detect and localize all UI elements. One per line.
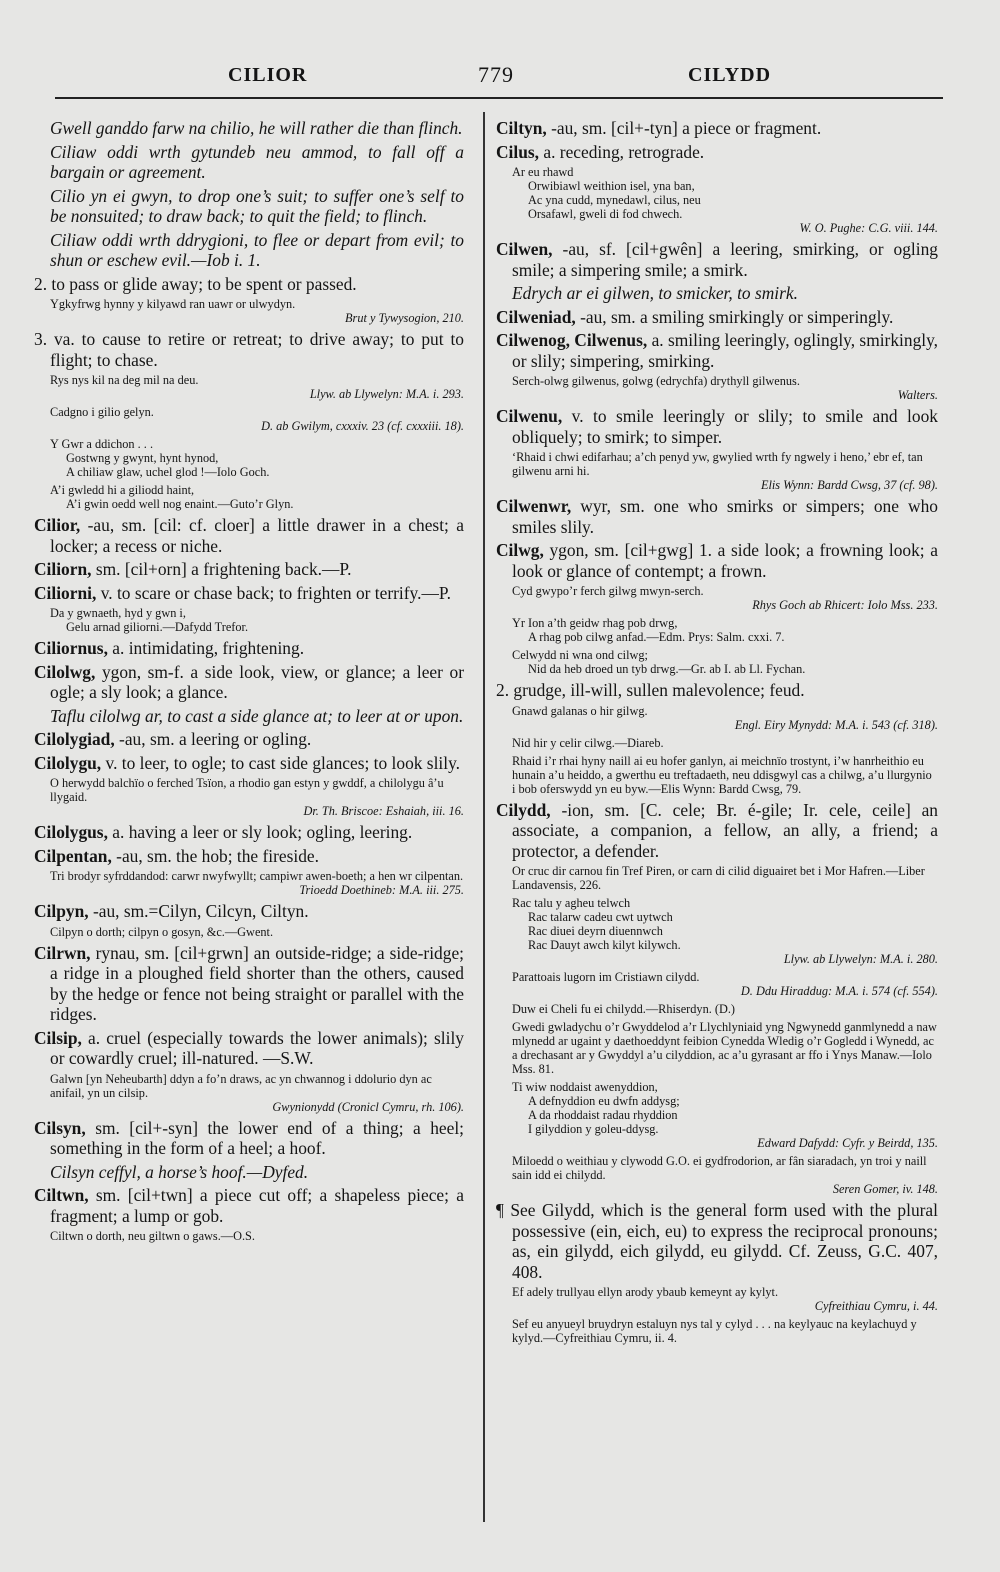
- citation-source: Trioedd Doethineb: M.A. iii. 275.: [299, 883, 464, 897]
- citation-source: Brut y Tywysogion, 210.: [345, 311, 464, 325]
- dictionary-entry: [34, 901, 464, 922]
- definition-text: Edrych ar ei gilwen, to smicker, to smirk.: [512, 283, 798, 303]
- quotation: [496, 584, 938, 612]
- definition-text: Taflu cilolwg ar, to cast a side glance at; to leer at or upon.: [50, 705, 464, 726]
- quotation-line: Sef eu anyueyl bruydryn estaluyn nys tal y cylyd . . . na keylyauc na keylachuyd y kylyd.—Cyfreithiau Cymru, ii. 4.: [512, 1317, 917, 1345]
- quotation-line: Galwn [yn Neheubarth] ddyn a fo’n draws, ac yn chwannog i ddolurio dyn ac anifail, yn un cilsip.: [50, 1071, 432, 1100]
- headword: Cilwenu,: [496, 406, 563, 426]
- definition-text: Cilsyn ceffyl, a horse’s hoof.—Dyfed.: [50, 1161, 309, 1182]
- definition-text: sm. [cil+twn] a piece cut off; a shapeless piece; a fragment; a lump or gob.: [50, 1185, 464, 1226]
- citation-source: Rhys Goch ab Rhicert: Iolo Mss. 233.: [752, 598, 938, 612]
- quotation-line: I gilyddion y goleu-ddysg.: [528, 1122, 659, 1136]
- dictionary-entry: [34, 662, 464, 703]
- quotation-line: Ar eu rhawd: [512, 165, 574, 179]
- headword: Cilrwn,: [34, 942, 91, 963]
- quotation: [496, 165, 938, 235]
- definition-text: wyr, sm. one who smirks or simpers; one who smiles slily.: [512, 496, 938, 537]
- definition-text: 2. to pass or glide away; to be spent or passed.: [34, 273, 357, 294]
- dictionary-entry: [34, 753, 464, 774]
- quotation: [496, 896, 938, 966]
- dictionary-entry: [34, 274, 464, 295]
- definition-text: -au, sf. [cil+gwên] a leering, smirking, or ogling smile; a simpering smile; a smirk.: [512, 239, 938, 280]
- headword: Cilolygu,: [34, 752, 102, 773]
- quotation-line: Ef adely trullyau ellyn arody ybaub kemeynt ay kylyt.: [512, 1285, 779, 1299]
- quotation-line: Cilpyn o dorth; cilpyn o gosyn, &c.—Gwent.: [50, 924, 274, 939]
- headword: Cilolwg,: [34, 661, 96, 682]
- quotation: [34, 925, 464, 939]
- dictionary-entry: [496, 496, 938, 537]
- definition-text: -au, sm.=Cilyn, Cilcyn, Ciltyn.: [92, 901, 309, 921]
- right-column: [496, 118, 938, 1349]
- definition-text: a. receding, retrograde.: [543, 141, 705, 162]
- quotation: [34, 869, 464, 897]
- usage-example: [34, 118, 464, 139]
- quotation: [34, 437, 464, 479]
- quotation-line: Parattoais lugorn im Cristiawn cilydd.: [512, 970, 700, 984]
- quotation: [496, 1080, 938, 1150]
- quotation-line: Ac yna cudd, mynedawl, cilus, neu: [528, 193, 701, 207]
- headword: Cilolygus,: [34, 822, 108, 842]
- dictionary-entry: [496, 307, 938, 328]
- definition-text: -ion, sm. [C. cele; Br. é-gile; Ir. cele, ceile] an associate, a companion, a fellow, an ally, a friend; a protector, a defender.: [512, 799, 939, 861]
- headword: Cilsyn,: [34, 1117, 86, 1138]
- headword: Cilior,: [34, 515, 81, 535]
- quotation-line: Cyd gwypo’r ferch gilwg mwyn-serch.: [512, 584, 704, 598]
- dictionary-entry: [496, 239, 938, 280]
- definition-text: 2. grudge, ill-will, sullen malevolence; feud.: [496, 680, 805, 700]
- headword: Ciliornus,: [34, 638, 108, 658]
- quotation: [34, 606, 464, 634]
- quotation: [34, 483, 464, 511]
- definition-text: Cilio yn ei gwyn, to drop one’s suit; to suffer one’s self to be nonsuited; to draw back; to quit the field; to flinch.: [50, 185, 464, 226]
- dictionary-entry: [34, 822, 464, 843]
- dictionary-entry: [496, 1200, 938, 1282]
- definition-text: Ciliaw oddi wrth ddrygioni, to flee or depart from evil; to shun or eschew evil.—Iob i. 1.: [50, 229, 464, 270]
- quotation: [34, 1229, 464, 1243]
- headword: Cilpyn,: [34, 901, 89, 921]
- page-number: 779: [478, 62, 514, 87]
- definition-text: a. cruel (especially towards the lower animals); slily or cowardly cruel; ill-natured. —S.W.: [50, 1027, 464, 1068]
- quotation-line: Yr Ion a’th geidw rhag pob drwg,: [512, 616, 678, 630]
- left-column: [34, 118, 464, 1247]
- citation-source: Llyw. ab Llywelyn: M.A. i. 293.: [309, 387, 464, 401]
- quotation-line: Rac Dauyt awch kilyt kilywch.: [528, 938, 681, 952]
- dictionary-entry: [34, 1118, 464, 1159]
- usage-example: [34, 186, 464, 227]
- quotation: [496, 970, 938, 998]
- quotation-line: Ygkyfrwg hynny y kilyawd ran uawr or ulwydyn.: [50, 297, 296, 311]
- quotation: [496, 1020, 938, 1076]
- dictionary-entry: [34, 1028, 464, 1069]
- quotation-line: Gostwng y gwynt, hynt hynod,: [66, 451, 219, 465]
- dictionary-entry: [34, 846, 464, 867]
- quotation-line: A chiliaw glaw, uchel glod !—Iolo Goch.: [66, 465, 270, 479]
- citation-source: Gwynionydd (Cronicl Cymru, rh. 106).: [272, 1099, 464, 1114]
- usage-example: [34, 142, 464, 183]
- usage-example: [34, 230, 464, 271]
- quotation-line: Gnawd galanas o hir gilwg.: [512, 703, 648, 718]
- definition-text: v. to scare or chase back; to frighten or terrify.—P.: [100, 582, 451, 603]
- quotation-line: Orwibiawl weithion isel, yna ban,: [528, 179, 695, 193]
- usage-example: [34, 706, 464, 727]
- dictionary-entry: [496, 540, 938, 581]
- headword: Cilwen,: [496, 239, 553, 259]
- running-head-right: CILYDD: [688, 64, 772, 86]
- citation-source: D. ab Gwilym, cxxxiv. 23 (cf. cxxxiii. 18).: [261, 419, 464, 433]
- quotation-line: Miloedd o weithiau y clywodd G.O. ei gydfrodorion, ar fân siaradach, yn troi y naill sain idd ei chilydd.: [512, 1154, 927, 1182]
- usage-example: [34, 1162, 464, 1183]
- definition-text: -au, sm. the hob; the fireside.: [116, 845, 319, 866]
- definition-text: sm. [cil+orn] a frightening back.—P.: [95, 559, 352, 579]
- headword: Ciltwn,: [34, 1185, 89, 1205]
- quotation-line: Or cruc dir carnou fin Tref Piren, or carn di cilid diguairet bet i Mor Hafren.—Liber Landavensis, 226.: [512, 864, 925, 892]
- quotation-line: Y Gwr a ddichon . . .: [50, 437, 154, 451]
- dictionary-entry: [496, 800, 938, 862]
- definition-text: -au, sm. a leering or ogling.: [119, 729, 312, 749]
- quotation-line: Orsafawl, gweli di fod chwech.: [528, 207, 683, 221]
- definition-text: -au, sm. a smiling smirkingly or simperingly.: [580, 306, 894, 327]
- dictionary-entry: [496, 406, 938, 447]
- quotation-line: Ciltwn o dorth, neu giltwn o gaws.—O.S.: [50, 1229, 255, 1243]
- citation-source: W. O. Pughe: C.G. viii. 144.: [799, 221, 938, 235]
- headword: Cilpentan,: [34, 845, 112, 866]
- citation-source: Elis Wynn: Bardd Cwsg, 37 (cf. 98).: [760, 478, 938, 492]
- citation-source: Cyfreithiau Cymru, i. 44.: [814, 1299, 938, 1313]
- headword: Cilydd,: [496, 799, 551, 820]
- column-divider: [483, 112, 485, 1522]
- quotation-line: Tri brodyr syfrddandod: carwr nwyfwyllt; campiwr awen-boeth; a hen wr cilpentan.: [50, 869, 464, 883]
- dictionary-entry: [34, 559, 464, 580]
- headword: Cilwenog, Cilwenus,: [496, 330, 648, 350]
- quotation: [34, 776, 464, 818]
- quotation: [496, 374, 938, 402]
- dictionary-entry: [34, 329, 464, 370]
- dictionary-entry: [34, 638, 464, 659]
- headword: Ciliorn,: [34, 559, 92, 579]
- dictionary-entry: [34, 583, 464, 604]
- quotation-line: A da rhoddaist radau rhyddion: [528, 1108, 678, 1122]
- quotation-line: Rac talarw cadeu cwt uytwch: [528, 910, 673, 924]
- quotation-line: Rhaid i’r rhai hyny naill ai eu hofer ganlyn, ai meichnïo trostynt, i’w hanrheithio eu hunain a’u heiddo, a gwerthu eu treftadaeth, neu ddisgwyl cas a chilwg, a’u llurgynio i bob oferswydd yn eu byw.—Elis Wynn: Bardd Cwsg, 79.: [512, 753, 932, 796]
- dictionary-entry: [496, 680, 938, 701]
- definition-text: a. having a leer or sly look; ogling, leering.: [112, 822, 413, 842]
- definition-text: -au, sm. [cil+-tyn] a piece or fragment.: [551, 118, 822, 138]
- citation-source: Walters.: [897, 388, 938, 402]
- quotation-line: Nid da heb droed un tyb drwg.—Gr. ab I. ab Ll. Fychan.: [528, 662, 806, 676]
- quotation: [496, 1285, 938, 1313]
- definition-text: v. to smile leeringly or slily; to smile and look obliquely; to smirk; to simper.: [512, 406, 938, 447]
- definition-text: sm. [cil+-syn] the lower end of a thing; a heel; something in the form of a heel; a hoof.: [50, 1117, 464, 1158]
- definition-text: ¶ See Gilydd, which is the general form used with the plural possessive (ein, eich, eu) to express the reciprocal pronouns; as, ein gilydd, eich gilydd, eu gilydd. Cf. Zeuss, G.C. 407, 408.: [496, 1200, 938, 1282]
- header-rule: [55, 97, 943, 99]
- headword: Cilwenwr,: [496, 496, 572, 516]
- citation-source: Engl. Eiry Mynydd: M.A. i. 543 (cf. 318).: [734, 717, 938, 732]
- quotation-line: Celwydd ni wna ond cilwg;: [512, 648, 648, 662]
- dictionary-entry: [496, 118, 938, 139]
- quotation: [496, 864, 938, 892]
- quotation-line: Cadgno i gilio gelyn.: [50, 405, 154, 419]
- quotation: [496, 1002, 938, 1016]
- quotation-line: A defnyddion eu dwfn addysg;: [528, 1094, 680, 1108]
- citation-source: Dr. Th. Briscoe: Eshaiah, iii. 16.: [303, 804, 464, 818]
- definition-text: a. smiling leeringly, oglingly, smirkingly, or slily; simpering, smirking.: [512, 330, 939, 371]
- quotation-line: Rac talu y agheu telwch: [512, 896, 631, 910]
- headword: Ciltyn,: [496, 118, 547, 138]
- headword: Cilus,: [496, 141, 540, 162]
- definition-text: v. to leer, to ogle; to cast side glances; to look slily.: [105, 752, 460, 773]
- running-head-left: CILIOR: [228, 64, 308, 86]
- dictionary-entry: [34, 1185, 464, 1226]
- quotation: [34, 405, 464, 433]
- quotation-line: A rhag pob cilwg anfad.—Edm. Prys: Salm. cxxi. 7.: [528, 630, 785, 644]
- dictionary-entry: [496, 142, 938, 163]
- quotation: [496, 704, 938, 732]
- headword: Cilwg,: [496, 540, 544, 560]
- dictionary-entry: [496, 330, 938, 371]
- quotation: [496, 1154, 938, 1196]
- quotation-line: Rys nys kil na deg mil na deu.: [50, 373, 199, 387]
- citation-source: Edward Dafydd: Cyfr. y Beirdd, 135.: [757, 1136, 938, 1150]
- definition-text: a. intimidating, frightening.: [112, 638, 305, 658]
- citation-source: Llyw. ab Llywelyn: M.A. i. 280.: [783, 952, 938, 966]
- quotation: [34, 297, 464, 325]
- quotation-line: Ti wiw noddaist awenyddion,: [512, 1080, 658, 1094]
- definition-text: rynau, sm. [cil+grwn] an outside-ridge; a side-ridge; a ridge in a ploughed field shorter than the others, caused by the hedge or fence not being straight or parallel with the ridges.: [50, 942, 464, 1024]
- quotation: [496, 616, 938, 644]
- definition-text: ygon, sm-f. a side look, view, or glance; a leer or ogle; a sly look; a glance.: [50, 661, 464, 702]
- quotation-line: Serch-olwg gilwenus, golwg (edrychfa) drythyll gilwenus.: [512, 374, 800, 388]
- quotation: [496, 736, 938, 750]
- quotation-line: O herwydd balchïo o ferched Tsïon, a rhodio gan estyn y gwddf, a chilolygu â’u llygaid.: [50, 776, 444, 804]
- quotation: [496, 754, 938, 796]
- quotation: [34, 1072, 464, 1114]
- headword: Cilsip,: [34, 1027, 82, 1048]
- quotation-line: ‘Rhaid i chwi edifarhau; a’ch penyd yw, gwylied wrth fy ngwely i heno,’ ebr ef, tan gilwenu arni hi.: [512, 450, 923, 478]
- headword: Cilweniad,: [496, 306, 576, 327]
- quotation-line: A’i gwin oedd well nog enaint.—Guto’r Glyn.: [66, 497, 294, 511]
- quotation-line: Gelu arnad giliorni.—Dafydd Trefor.: [66, 620, 249, 634]
- citation-source: Seren Gomer, iv. 148.: [832, 1182, 938, 1196]
- definition-text: ygon, sm. [cil+gwg] 1. a side look; a frowning look; a look or glance of contempt; a frown.: [512, 540, 938, 581]
- quotation-line: Gwedi gwladychu o’r Gwyddelod a’r Llychlyniaid yng Ngwynedd ganmlynedd a naw mlynedd ar ugaint y daethoeddynt feibion Cynedda Wledig o’r Gogledd i Wynedd, ac a drechasant ar y Gwyddyl a’u cilyddion, ac a’u gyrasant ar ffo i Ynys Manaw.—Iolo Mss. 81.: [512, 1020, 937, 1076]
- dictionary-entry: [34, 515, 464, 556]
- quotation: [496, 648, 938, 676]
- quotation: [496, 450, 938, 492]
- quotation-line: Duw ei Cheli fu ei chilydd.—Rhiserdyn. (D.): [512, 1002, 736, 1016]
- quotation: [34, 373, 464, 401]
- dictionary-entry: [34, 943, 464, 1025]
- quotation-line: Nid hir y celir cilwg.—Diareb.: [512, 735, 664, 750]
- definition-text: -au, sm. [cil: cf. cloer] a little drawer in a chest; a locker; a recess or niche.: [50, 515, 464, 556]
- quotation-line: A’i gwledd hi a giliodd haint,: [50, 483, 195, 497]
- dictionary-entry: [34, 729, 464, 750]
- quotation-line: Rac diuei deyrn diuennwch: [528, 924, 663, 938]
- quotation-line: Da y gwnaeth, hyd y gwn i,: [50, 606, 186, 620]
- citation-source: D. Ddu Hiraddug: M.A. i. 574 (cf. 554).: [740, 984, 938, 998]
- definition-text: Ciliaw oddi wrth gytundeb neu ammod, to fall off a bargain or agreement.: [50, 141, 464, 182]
- usage-example: [496, 283, 938, 304]
- definition-text: 3. va. to cause to retire or retreat; to drive away; to put to flight; to chase.: [34, 329, 464, 370]
- headword: Ciliorni,: [34, 582, 97, 603]
- quotation: [496, 1317, 938, 1345]
- headword: Cilolygiad,: [34, 729, 115, 749]
- definition-text: Gwell ganddo farw na chilio, he will rather die than flinch.: [50, 118, 463, 138]
